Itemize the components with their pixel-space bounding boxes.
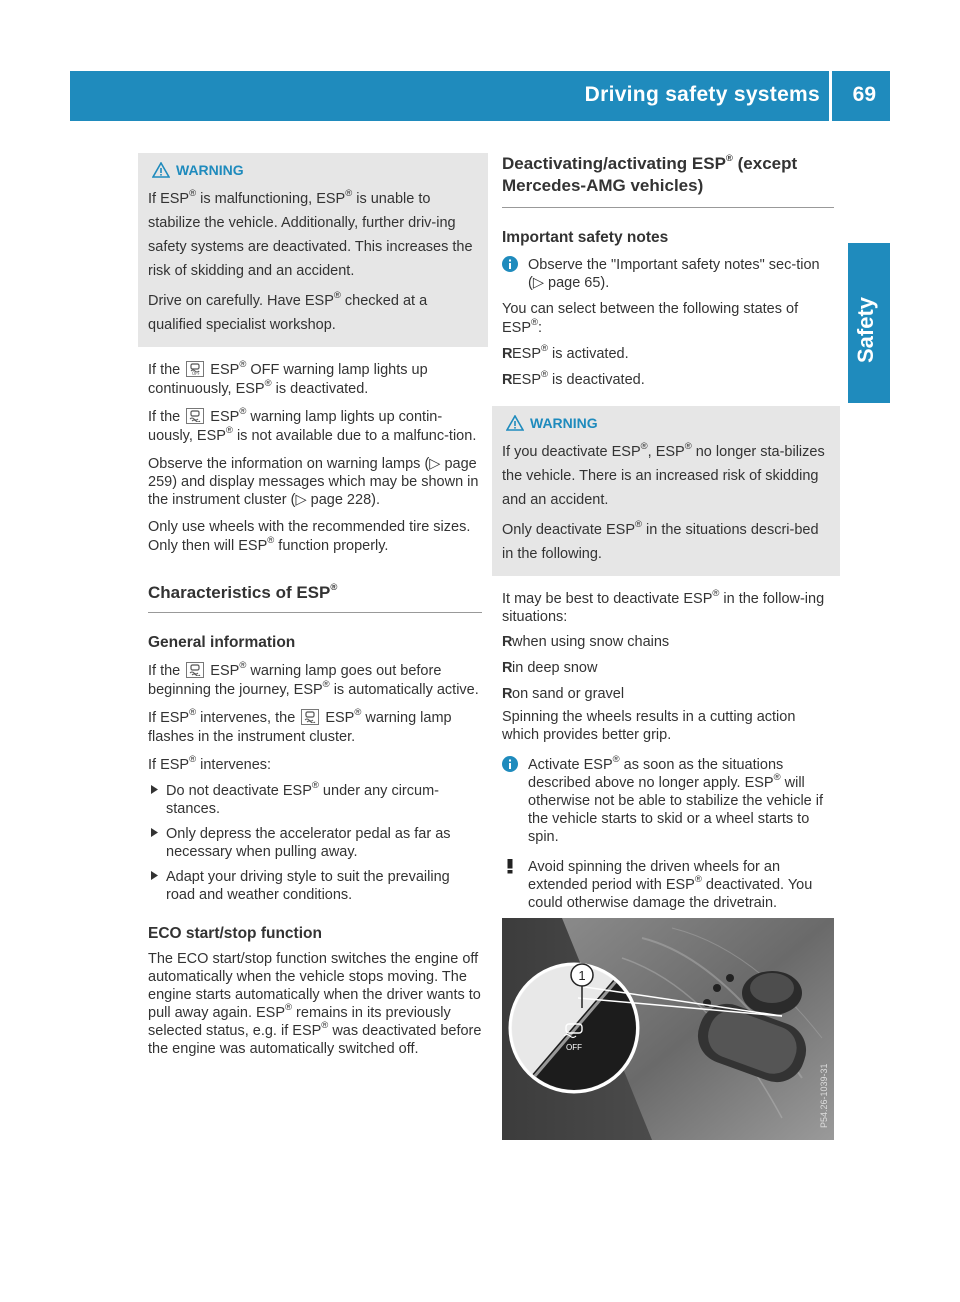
paragraph: Observe the information on warning lamps (▷ page 259) and display messages which may be shown in the instrument cluster (▷ page 228). <box>148 456 479 508</box>
step-item: Only depress the accelerator pedal as far as necessary when pulling away. <box>148 825 482 861</box>
heading-important-safety-notes: Important safety notes <box>502 229 669 246</box>
step-arrow-icon <box>148 868 166 904</box>
page-header <box>70 71 890 121</box>
paragraph: If the ESP® warning lamp goes out before beginning the journey, ESP® is automatically active. <box>148 660 479 698</box>
paragraph: It may be best to deactivate ESP® in the follow-ing situations: <box>502 588 825 625</box>
paragraph: If ESP® intervenes, the ESP® warning lamp flashes in the instrument cluster. <box>148 707 452 745</box>
warning-text-2: Drive on carefully. Have ESP® checked at a qualified specialist workshop. <box>148 290 428 333</box>
list-item: R ESP® is activated. <box>502 343 629 362</box>
off-button-label: OFF <box>566 1043 582 1052</box>
paragraph: If the ESP® warning lamp lights up contin-uously, ESP® is not available due to a malfunc-tion. <box>148 406 477 444</box>
right-column <box>502 153 834 954</box>
chapter-tab-label: Safety <box>853 296 878 363</box>
section-title: Driving safety systems <box>584 83 820 106</box>
heading-general-information: General information <box>148 634 296 651</box>
list-item: R when using snow chains <box>502 634 670 650</box>
step-item: Do not deactivate ESP® under any circum-stances. <box>148 782 482 818</box>
step-arrow-icon <box>148 782 166 818</box>
list-item: R on sand or gravel <box>502 686 625 702</box>
step-item: Adapt your driving style to suit the prevailing road and weather conditions. <box>148 868 482 904</box>
paragraph: Only use wheels with the recommended tire sizes. Only then will ESP® function properly. <box>148 519 471 554</box>
warning-text-2: Only deactivate ESP® in the situations descri-bed in the following. <box>502 519 819 562</box>
warning-header <box>152 159 478 181</box>
paragraph: The ECO start/stop function switches the engine off automatically when the vehicle stops moving. The engine starts automatically when the driver wants to pull away again. ESP® remains in its previously selected status, e.g. if ESP® was deactivated before the engine was automatically switched off. <box>148 951 482 1057</box>
heading-eco-start-stop: ECO start/stop function <box>148 925 322 942</box>
paragraph: Spinning the wheels results in a cutting action which provides better grip. <box>502 709 796 743</box>
paragraph: If ESP® intervenes: <box>148 754 272 773</box>
info-icon <box>502 256 528 292</box>
esp-lamp-icon <box>186 662 204 678</box>
esp-off-lamp-icon <box>186 361 204 377</box>
step-arrow-icon <box>148 825 166 861</box>
warning-label: WARNING <box>176 161 244 178</box>
page-number: 69 <box>852 83 876 106</box>
header-divider <box>829 71 832 121</box>
heading-characteristics: Characteristics of ESP® <box>148 582 482 613</box>
left-column <box>148 153 482 1058</box>
esp-lamp-icon <box>186 408 204 424</box>
chapter-tab <box>848 243 890 403</box>
warning-text-1: If ESP® is malfunctioning, ESP® is unable to stabilize the vehicle. Additionally, further driv-ing safety systems are deactivated. This increases the risk of skidding and an accident. <box>148 188 473 279</box>
warning-triangle-icon <box>506 415 524 431</box>
info-note: Observe the "Important safety notes" sec-tion (▷ page 65). <box>502 256 834 292</box>
exclamation-icon <box>502 858 528 912</box>
warning-triangle-icon <box>152 162 170 178</box>
center-console-illustration <box>502 918 834 1140</box>
esp-lamp-icon <box>301 709 319 725</box>
caution-note: Avoid spinning the driven wheels for an extended period with ESP® deactivated. You could otherwise damage the drivetrain. <box>502 858 834 912</box>
paragraph: You can select between the following states of ESP®: <box>502 301 799 336</box>
warning-box <box>138 153 488 347</box>
warning-text-1: If you deactivate ESP®, ESP® no longer sta-bilizes the vehicle. There is an increased risk of skidding and an accident. <box>502 441 825 508</box>
list-item: R ESP® is deactivated. <box>502 369 645 388</box>
figure-code: P54.26-1039-31 <box>819 1063 829 1128</box>
svg-text:OFF: OFF <box>192 371 201 375</box>
paragraph: If the OFF ESP® OFF warning lamp lights up continuously, ESP® is deactivated. <box>148 359 428 397</box>
warning-box <box>492 406 840 576</box>
info-note: Activate ESP® as soon as the situations described above no longer apply. ESP® will otherwise not be able to stabilize the vehicle if the vehicle starts to skid or a wheel starts to spin. <box>502 756 834 846</box>
warning-label: WARNING <box>530 414 598 431</box>
heading-deactivating-activating: Deactivating/activating ESP® (except Mercedes-AMG vehicles) <box>502 153 834 208</box>
console-photo <box>502 918 834 1140</box>
list-item: R in deep snow <box>502 660 598 676</box>
callout-1: 1 <box>578 968 586 983</box>
warning-header <box>506 412 830 434</box>
info-icon <box>502 756 528 846</box>
